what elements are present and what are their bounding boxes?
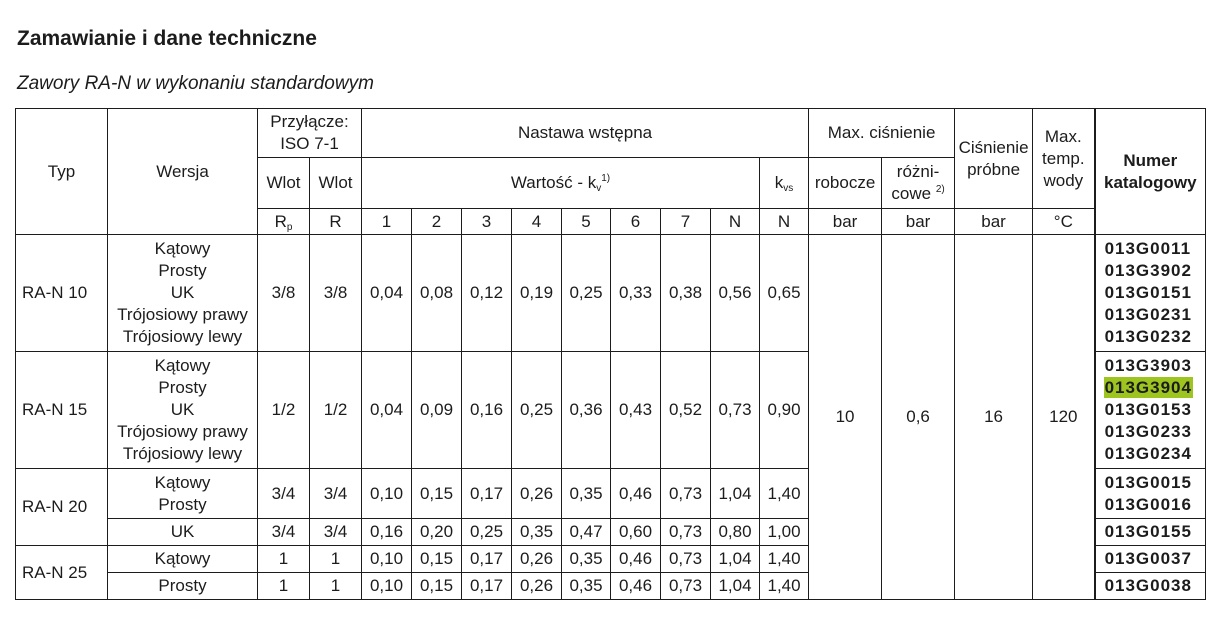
wlot-rp-cell: 3/4 xyxy=(258,469,310,519)
kv-cell: 0,10 xyxy=(362,573,412,600)
cisnienie-robocze-value: 10 xyxy=(809,235,882,600)
col-header-kvs xyxy=(760,158,809,209)
kvs-cell: 1,40 xyxy=(760,546,809,573)
kv-cell: 0,46 xyxy=(611,573,661,600)
wersja-item: Kątowy xyxy=(154,549,211,568)
catalog-line xyxy=(1104,472,1206,494)
kvs-label: k xyxy=(774,173,784,192)
col-header-nastawa: Nastawa wstępna xyxy=(362,109,809,158)
numer-cell xyxy=(1095,352,1206,469)
wersja-item: UK xyxy=(170,283,195,302)
nastawa-setting: 5 xyxy=(562,209,611,235)
przylacze-line: ISO 7-1 xyxy=(280,134,339,153)
footnote-2-marker: 2) xyxy=(935,184,945,195)
roznicowe-line: różni- xyxy=(896,162,940,181)
kv-cell: 0,08 xyxy=(412,235,462,352)
typ-cell: RA-N 10 xyxy=(16,235,108,352)
cisnienie-probne-line: próbne xyxy=(967,159,1021,179)
nastawa-setting: 7 xyxy=(661,209,711,235)
catalog-line xyxy=(1104,548,1206,570)
przylacze-line: Przyłącze: xyxy=(270,112,349,131)
numer-cell xyxy=(1095,519,1206,546)
kv-cell: 1,04 xyxy=(711,546,760,573)
nastawa-setting: N xyxy=(711,209,760,235)
kvs-cell: 0,90 xyxy=(760,352,809,469)
wlot-r-cell: 1 xyxy=(310,573,362,600)
catalog-number: 013G0233 xyxy=(1104,422,1192,441)
numer-header-line: katalogowy xyxy=(1104,172,1197,192)
page-subtitle: Zawory RA-N w wykonaniu standardowym xyxy=(17,73,374,94)
wersja-cell xyxy=(108,352,258,469)
kv-cell: 0,17 xyxy=(462,546,512,573)
kv-cell: 0,60 xyxy=(611,519,661,546)
kvs-cell: 0,65 xyxy=(760,235,809,352)
unit-probne: bar xyxy=(955,209,1033,235)
catalog-number: 013G0234 xyxy=(1104,444,1192,463)
numer-header-line: Numer xyxy=(1123,150,1178,170)
kvs-cell: 1,00 xyxy=(760,519,809,546)
wersja-item: Prosty xyxy=(158,494,207,514)
catalog-number: 013G0155 xyxy=(1104,522,1192,541)
catalog-number: 013G0037 xyxy=(1104,549,1192,568)
numer-cell xyxy=(1095,235,1206,352)
col-header-roznicowe xyxy=(882,158,955,209)
wersja-item: Trójosiowy prawy xyxy=(117,305,248,324)
wartosc-label: Wartość - k xyxy=(510,173,597,192)
unit-rp-subscript: p xyxy=(286,221,293,233)
spec-table xyxy=(15,108,1206,600)
kv-cell: 0,26 xyxy=(512,469,562,519)
catalog-line xyxy=(1104,282,1206,304)
unit-kvs: N xyxy=(760,209,809,235)
wlot-rp-cell: 1 xyxy=(258,573,310,600)
unit-rp xyxy=(258,209,310,235)
kv-cell: 0,16 xyxy=(362,519,412,546)
numer-cell xyxy=(1095,469,1206,519)
catalog-line xyxy=(1104,304,1206,326)
footnote-1-marker: 1) xyxy=(601,173,611,184)
nastawa-setting: 1 xyxy=(362,209,412,235)
kv-cell: 0,25 xyxy=(512,352,562,469)
table-row xyxy=(16,235,1206,352)
kv-cell: 0,09 xyxy=(412,352,462,469)
kv-cell: 0,15 xyxy=(412,573,462,600)
kv-cell: 0,46 xyxy=(611,469,661,519)
kv-cell: 0,20 xyxy=(412,519,462,546)
catalog-line xyxy=(1104,326,1206,348)
cisnienie-probne-line: Ciśnienie xyxy=(958,137,1029,157)
kv-cell: 0,25 xyxy=(562,235,611,352)
catalog-line xyxy=(1104,377,1206,399)
kv-cell: 0,73 xyxy=(661,546,711,573)
typ-cell: RA-N 25 xyxy=(16,546,108,600)
page-title: Zamawianie i dane techniczne xyxy=(17,27,317,50)
wlot-r-cell: 3/4 xyxy=(310,519,362,546)
wersja-cell xyxy=(108,546,258,573)
col-header-przylacze xyxy=(258,109,362,158)
max-temp-line: temp. xyxy=(1042,148,1085,168)
nastawa-setting: 6 xyxy=(611,209,661,235)
kv-cell: 0,35 xyxy=(562,469,611,519)
max-temp-line: Max. xyxy=(1044,126,1082,146)
kv-cell: 0,26 xyxy=(512,573,562,600)
wersja-item: Kątowy xyxy=(154,472,211,492)
kv-cell: 0,16 xyxy=(462,352,512,469)
col-header-max-temp xyxy=(1033,109,1095,209)
wersja-cell xyxy=(108,469,258,519)
max-temp-line: wody xyxy=(1043,170,1084,190)
table-body xyxy=(16,235,1206,600)
kv-cell: 0,35 xyxy=(512,519,562,546)
kv-cell: 0,35 xyxy=(562,546,611,573)
wlot-rp-cell: 1/2 xyxy=(258,352,310,469)
wlot-rp-cell: 3/8 xyxy=(258,235,310,352)
wlot-r-cell: 3/4 xyxy=(310,469,362,519)
kv-cell: 0,10 xyxy=(362,546,412,573)
kv-cell: 0,33 xyxy=(611,235,661,352)
catalog-line xyxy=(1104,355,1206,377)
max-temp-value: 120 xyxy=(1033,235,1095,600)
nastawa-setting: 3 xyxy=(462,209,512,235)
kv-cell: 0,26 xyxy=(512,546,562,573)
catalog-number: 013G0153 xyxy=(1104,400,1192,419)
wersja-item: UK xyxy=(170,400,195,419)
kv-cell: 0,52 xyxy=(661,352,711,469)
kv-cell: 0,73 xyxy=(661,519,711,546)
unit-rp-label: R xyxy=(274,211,287,231)
numer-cell xyxy=(1095,573,1206,600)
wersja-item: Prosty xyxy=(158,261,207,280)
kv-cell: 0,15 xyxy=(412,469,462,519)
numer-cell xyxy=(1095,546,1206,573)
table-header xyxy=(16,109,1206,235)
wersja-item: Kątowy xyxy=(154,239,211,258)
catalog-line xyxy=(1104,494,1206,516)
kv-cell: 0,36 xyxy=(562,352,611,469)
kv-cell: 0,80 xyxy=(711,519,760,546)
col-header-robocze: robocze xyxy=(809,158,882,209)
wersja-item: Prosty xyxy=(158,576,207,595)
wlot-rp-cell: 1 xyxy=(258,546,310,573)
roznicowe-line xyxy=(882,183,954,205)
cisnienie-roznicowe-value: 0,6 xyxy=(882,235,955,600)
typ-cell: RA-N 15 xyxy=(16,352,108,469)
nastawa-setting: 2 xyxy=(412,209,462,235)
wlot-rp-cell: 3/4 xyxy=(258,519,310,546)
wersja-cell xyxy=(108,235,258,352)
typ-cell: RA-N 20 xyxy=(16,469,108,546)
kvs-cell: 1,40 xyxy=(760,469,809,519)
kv-cell: 0,56 xyxy=(711,235,760,352)
kv-cell: 0,19 xyxy=(512,235,562,352)
col-header-wartosc xyxy=(362,158,760,209)
wersja-item: Kątowy xyxy=(154,356,211,375)
catalog-line xyxy=(1104,260,1206,282)
catalog-line xyxy=(1104,399,1206,421)
wlot-r-cell: 3/8 xyxy=(310,235,362,352)
kv-cell: 0,46 xyxy=(611,546,661,573)
kv-cell: 0,10 xyxy=(362,469,412,519)
kv-cell: 0,12 xyxy=(462,235,512,352)
wlot-r-cell: 1/2 xyxy=(310,352,362,469)
wersja-cell xyxy=(108,519,258,546)
catalog-number: 013G3903 xyxy=(1104,356,1192,375)
col-header-wlot-rp: Wlot xyxy=(258,158,310,209)
kv-cell: 0,15 xyxy=(412,546,462,573)
kv-cell: 0,73 xyxy=(661,469,711,519)
wartosc-subscript: v xyxy=(596,183,602,194)
col-header-cisnienie-probne xyxy=(955,109,1033,209)
header-row xyxy=(16,109,1206,158)
col-header-numer xyxy=(1095,109,1206,235)
kv-cell: 0,43 xyxy=(611,352,661,469)
kv-cell: 0,35 xyxy=(562,573,611,600)
col-header-wersja: Wersja xyxy=(108,109,258,235)
catalog-number: 013G0231 xyxy=(1104,305,1192,324)
catalog-line xyxy=(1104,575,1206,597)
kv-cell: 0,73 xyxy=(711,352,760,469)
col-header-max-cisnienie: Max. ciśnienie xyxy=(809,109,955,158)
col-header-typ: Typ xyxy=(16,109,108,235)
wersja-item: Trójosiowy prawy xyxy=(117,422,248,441)
col-header-wlot-r: Wlot xyxy=(310,158,362,209)
catalog-number: 013G0151 xyxy=(1104,283,1192,302)
kv-cell: 0,73 xyxy=(661,573,711,600)
wersja-item: Trójosiowy lewy xyxy=(122,327,243,346)
catalog-line xyxy=(1104,238,1206,260)
wlot-r-cell: 1 xyxy=(310,546,362,573)
kv-cell: 0,38 xyxy=(661,235,711,352)
unit-roznicowe: bar xyxy=(882,209,955,235)
wersja-item: Trójosiowy lewy xyxy=(122,444,243,463)
catalog-number: 013G3902 xyxy=(1104,261,1192,280)
kv-cell: 1,04 xyxy=(711,573,760,600)
wersja-item: UK xyxy=(170,522,195,541)
unit-temp: °C xyxy=(1033,209,1095,235)
catalog-line xyxy=(1104,443,1206,465)
wersja-item: Prosty xyxy=(158,378,207,397)
unit-r: R xyxy=(310,209,362,235)
unit-robocze: bar xyxy=(809,209,882,235)
catalog-number: 013G0015 xyxy=(1104,472,1192,492)
wersja-cell xyxy=(108,573,258,600)
catalog-number: 013G0232 xyxy=(1104,327,1192,346)
catalog-line xyxy=(1104,521,1206,543)
kvs-cell: 1,40 xyxy=(760,573,809,600)
kv-cell: 0,47 xyxy=(562,519,611,546)
catalog-number-highlighted: 013G3904 xyxy=(1104,378,1192,397)
kv-cell: 0,04 xyxy=(362,352,412,469)
catalog-number: 013G0038 xyxy=(1104,576,1192,595)
roznicowe-line-text: cowe xyxy=(891,184,932,203)
kv-cell: 0,17 xyxy=(462,469,512,519)
kv-cell: 0,04 xyxy=(362,235,412,352)
cisnienie-probne-value: 16 xyxy=(955,235,1033,600)
nastawa-setting: 4 xyxy=(512,209,562,235)
catalog-number: 013G0011 xyxy=(1104,239,1192,258)
kv-cell: 1,04 xyxy=(711,469,760,519)
catalog-line xyxy=(1104,421,1206,443)
catalog-number: 013G0016 xyxy=(1104,494,1192,514)
kv-cell: 0,17 xyxy=(462,573,512,600)
kvs-subscript: vs xyxy=(783,183,794,194)
kv-cell: 0,25 xyxy=(462,519,512,546)
